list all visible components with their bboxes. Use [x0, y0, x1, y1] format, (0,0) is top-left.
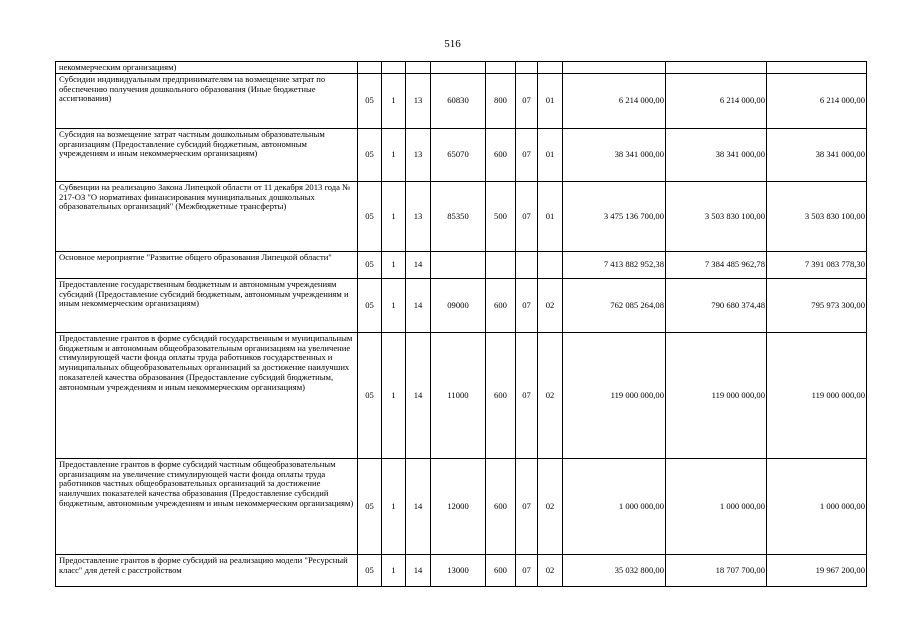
- amount-year-2: 6 214 000,00: [666, 74, 767, 129]
- code-direction: 09000: [431, 279, 486, 333]
- code-subprogram: 1: [382, 333, 406, 459]
- code-expense-type: [486, 252, 516, 279]
- amount-year-3: 3 503 830 100,00: [767, 182, 867, 252]
- code-section: 07: [516, 74, 538, 129]
- amount-year-1: 1 000 000,00: [563, 459, 666, 555]
- code-direction: 12000: [431, 459, 486, 555]
- code-subsection: 01: [538, 74, 563, 129]
- code-direction: 11000: [431, 333, 486, 459]
- code-expense-type: 600: [486, 459, 516, 555]
- code-subprogram: 1: [382, 252, 406, 279]
- table-row: [56, 62, 867, 74]
- code-direction: 13000: [431, 555, 486, 587]
- code-program: 05: [358, 555, 382, 587]
- code-subprogram: 1: [382, 74, 406, 129]
- code-direction: [431, 62, 486, 74]
- amount-year-3: 38 341 000,00: [767, 129, 867, 182]
- code-section: 07: [516, 279, 538, 333]
- amount-year-1: 3 475 136 700,00: [563, 182, 666, 252]
- code-subsection: 02: [538, 279, 563, 333]
- row-description: Предоставление грантов в форме субсидий на реализацию модели "Ресурсный класс" для детей с расстройством: [56, 555, 358, 587]
- amount-year-3: 1 000 000,00: [767, 459, 867, 555]
- amount-year-2: 119 000 000,00: [666, 333, 767, 459]
- code-program: [358, 62, 382, 74]
- amount-year-1: 35 032 800,00: [563, 555, 666, 587]
- table-row: [56, 182, 867, 252]
- amount-year-3: 19 967 200,00: [767, 555, 867, 587]
- code-main-event: 14: [406, 279, 431, 333]
- budget-table-body: [56, 62, 867, 587]
- code-subprogram: 1: [382, 279, 406, 333]
- code-subsection: [538, 252, 563, 279]
- amount-year-2: 3 503 830 100,00: [666, 182, 767, 252]
- code-section: 07: [516, 555, 538, 587]
- code-program: 05: [358, 333, 382, 459]
- amount-year-1: 6 214 000,00: [563, 74, 666, 129]
- code-expense-type: 600: [486, 555, 516, 587]
- table-row: [56, 74, 867, 129]
- amount-year-2: 1 000 000,00: [666, 459, 767, 555]
- code-subprogram: [382, 62, 406, 74]
- code-subsection: 01: [538, 129, 563, 182]
- row-description: Предоставление грантов в форме субсидий частным общеобразовательным организациям на увеличение стимулирующей части фонда оплаты труда работников частных общеобразовательных организаций за достижение наилучших показателей качества образования (Предоставление субсидий бюджетным, автономным учреждениям и иным некоммерческим организациям): [56, 459, 358, 555]
- code-subsection: 01: [538, 182, 563, 252]
- row-description: Субсидия на возмещение затрат частным дошкольным образовательным организациям (Предоставление субсидий бюджетным, автономным учреждениям и иным некоммерческим организациям): [56, 129, 358, 182]
- amount-year-2: 7 384 485 962,78: [666, 252, 767, 279]
- code-expense-type: 500: [486, 182, 516, 252]
- code-expense-type: 800: [486, 74, 516, 129]
- code-main-event: [406, 62, 431, 74]
- row-description: Основное мероприятие "Развитие общего образования Липецкой области": [56, 252, 358, 279]
- amount-year-1: 119 000 000,00: [563, 333, 666, 459]
- table-row: [56, 555, 867, 587]
- page-number: 516: [444, 38, 461, 50]
- code-section: 07: [516, 182, 538, 252]
- code-direction: 60830: [431, 74, 486, 129]
- amount-year-2: 790 680 374,48: [666, 279, 767, 333]
- code-main-event: 14: [406, 555, 431, 587]
- code-section: [516, 62, 538, 74]
- amount-year-1: 38 341 000,00: [563, 129, 666, 182]
- amount-year-3: [767, 62, 867, 74]
- code-direction: 65070: [431, 129, 486, 182]
- code-main-event: 14: [406, 459, 431, 555]
- code-subprogram: 1: [382, 555, 406, 587]
- amount-year-2: [666, 62, 767, 74]
- table-row: [56, 129, 867, 182]
- code-section: 07: [516, 333, 538, 459]
- code-program: 05: [358, 252, 382, 279]
- code-expense-type: 600: [486, 333, 516, 459]
- table-row: [56, 279, 867, 333]
- row-description: некоммерческим организациям): [56, 62, 358, 74]
- amount-year-2: 18 707 700,00: [666, 555, 767, 587]
- code-main-event: 13: [406, 74, 431, 129]
- code-main-event: 13: [406, 129, 431, 182]
- code-program: 05: [358, 182, 382, 252]
- code-subsection: 02: [538, 459, 563, 555]
- code-section: 07: [516, 129, 538, 182]
- code-direction: 85350: [431, 182, 486, 252]
- code-expense-type: 600: [486, 279, 516, 333]
- code-program: 05: [358, 74, 382, 129]
- row-description: Предоставление грантов в форме субсидий государственным и муниципальным бюджетным и автономным общеобразовательным организациям на увеличение стимулирующей части фонда оплаты труда работников государственных и муниципальных общеобразовательных организаций за достижение наилучших показателей качества образования (Предоставление субсидий бюджетным, автономным учреждениям и иным некоммерческим организациям): [56, 333, 358, 459]
- amount-year-2: 38 341 000,00: [666, 129, 767, 182]
- code-program: 05: [358, 129, 382, 182]
- code-subprogram: 1: [382, 129, 406, 182]
- code-section: [516, 252, 538, 279]
- amount-year-3: 6 214 000,00: [767, 74, 867, 129]
- budget-table: [55, 61, 867, 587]
- code-program: 05: [358, 459, 382, 555]
- amount-year-3: 119 000 000,00: [767, 333, 867, 459]
- row-description: Субсидии индивидуальным предпринимателям на возмещение затрат по обеспечению получения дошкольного образования (Иные бюджетные ассигнования): [56, 74, 358, 129]
- table-row: [56, 333, 867, 459]
- code-expense-type: 600: [486, 129, 516, 182]
- code-subsection: [538, 62, 563, 74]
- code-subsection: 02: [538, 333, 563, 459]
- row-description: Предоставление государственным бюджетным и автономным учреждениям субсидий (Предоставление субсидий бюджетным, автономным учреждениям и иным некоммерческим организациям): [56, 279, 358, 333]
- amount-year-3: 795 973 300,00: [767, 279, 867, 333]
- row-description: Субвенции на реализацию Закона Липецкой области от 11 декабря 2013 года № 217-ОЗ "О нормативах финансирования муниципальных дошкольных образовательных организаций" (Межбюджетные трансферты): [56, 182, 358, 252]
- amount-year-1: [563, 62, 666, 74]
- code-subsection: 02: [538, 555, 563, 587]
- amount-year-3: 7 391 083 778,30: [767, 252, 867, 279]
- amount-year-1: 762 085 264,08: [563, 279, 666, 333]
- amount-year-1: 7 413 882 952,38: [563, 252, 666, 279]
- code-program: 05: [358, 279, 382, 333]
- code-section: 07: [516, 459, 538, 555]
- code-subprogram: 1: [382, 182, 406, 252]
- code-main-event: 14: [406, 333, 431, 459]
- code-expense-type: [486, 62, 516, 74]
- code-direction: [431, 252, 486, 279]
- table-row: [56, 459, 867, 555]
- code-subprogram: 1: [382, 459, 406, 555]
- code-main-event: 13: [406, 182, 431, 252]
- code-main-event: 14: [406, 252, 431, 279]
- table-row: [56, 252, 867, 279]
